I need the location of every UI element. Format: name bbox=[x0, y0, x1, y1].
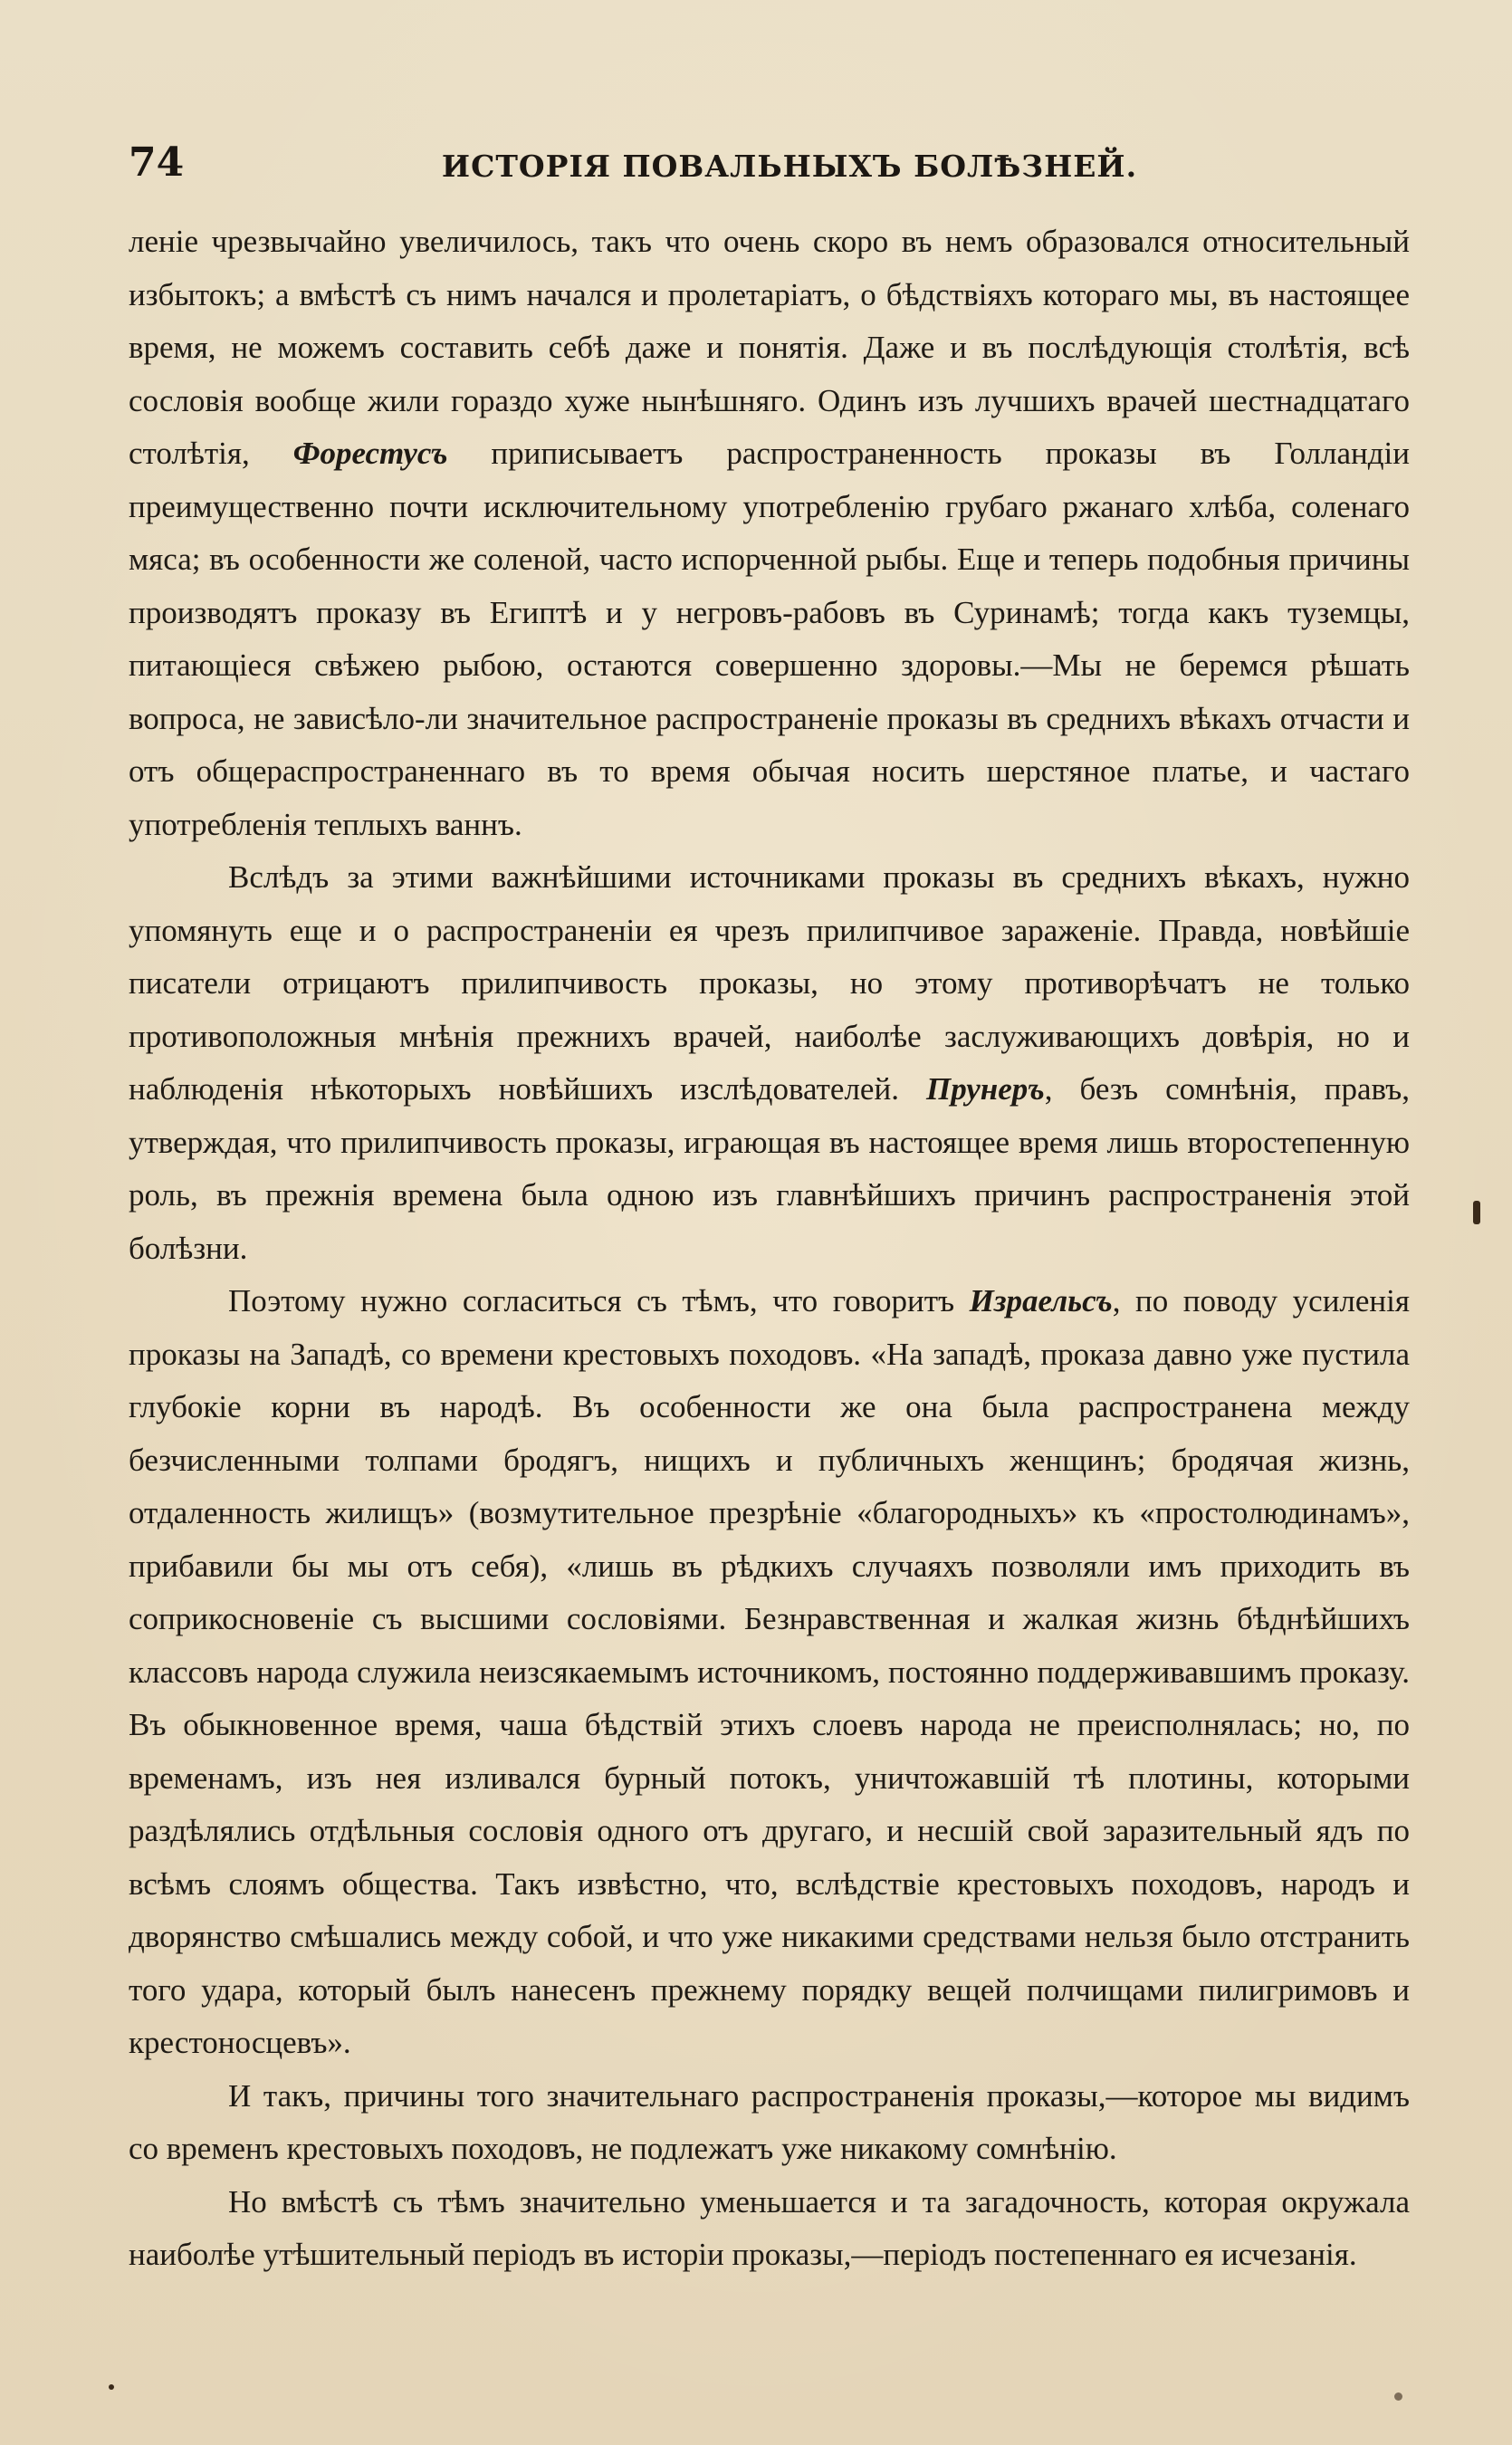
paragraph-text: Поэтому нужно согласиться съ тѣмъ, что говоритъ bbox=[228, 1283, 970, 1318]
paragraph-text: И такъ, причины того значительнаго распространенія проказы,—которое мы видимъ со временъ крестовыхъ походовъ, не подлежатъ уже никакому сомнѣнію. bbox=[129, 2077, 1410, 2166]
page-number: 74 bbox=[129, 139, 185, 186]
author-name: Форестусъ bbox=[292, 436, 448, 471]
paragraph-text: леніе чрезвычайно увеличилось, такъ что очень скоро въ немъ образовался относительный избытокъ; а вмѣстѣ съ нимъ начался и пролетаріатъ, о бѣдствіяхъ котораго мы, въ настоящее время, не можемъ составить себѣ даже и понятія. Даже и въ послѣдующія столѣтія, всѣ сословія вообще жили гораздо хуже нынѣшняго. Одинъ изъ лучшихъ врачей шестнадцатаго столѣтія, bbox=[129, 224, 1410, 471]
ink-speck bbox=[1473, 1201, 1480, 1224]
paragraph-text: Но вмѣстѣ съ тѣмъ значительно уменьшается и та загадочность, которая окружала наиболѣе утѣшительный періодъ въ исторіи проказы,—періодъ постепеннаго ея исчезанія. bbox=[129, 2183, 1410, 2272]
author-name: Прунеръ bbox=[925, 1071, 1045, 1107]
paragraph-text: Вслѣдъ за этими важнѣйшими источниками проказы въ среднихъ вѣкахъ, нужно упомянуть еще и о распространеніи ея чрезъ прилипчивое зараженіе. Правда, новѣйшіе писатели отрицаютъ прилипчивость проказы, но этому противорѣчатъ не только противоположныя мнѣнія прежнихъ врачей, наиболѣе заслуживающихъ довѣрія, но и наблюденія нѣкоторыхъ новѣйшихъ изслѣдователей. bbox=[129, 859, 1410, 1107]
ink-speck bbox=[1394, 2392, 1402, 2401]
paragraph-3 bbox=[129, 1275, 1410, 2070]
body-text bbox=[129, 216, 1410, 2282]
running-title: ИСТОРІЯ ПОВАЛЬНЫХЪ БОЛѢЗНЕЙ. bbox=[441, 149, 1138, 184]
page-header bbox=[129, 136, 1414, 199]
ink-speck bbox=[109, 2384, 114, 2390]
paragraph-5 bbox=[129, 2176, 1410, 2282]
paragraph-1 bbox=[129, 216, 1410, 851]
paragraph-text: , по поводу усиленія проказы на Западѣ, со времени крестовыхъ походовъ. «На западѣ, проказа давно уже пустила глубокіе корни въ народѣ. Въ особенности же она была распространена между безчисленными толпами бродягъ, нищихъ и публичныхъ женщинъ; бродячая жизнь, отдаленность жилищъ» (возмутительное презрѣніе «благородныхъ» къ «простолюдинамъ», прибавили бы мы отъ себя), «лишь въ рѣдкихъ случаяхъ позволяли имъ приходить въ соприкосновеніе съ высшими сословіями. Безнравственная и жалкая жизнь бѣднѣйшихъ классовъ народа служила неизсякаемымъ источникомъ, постоянно поддерживавшимъ проказу. Въ обыкновенное время, чаша бѣдствій этихъ слоевъ народа не преисполнялась; но, по временамъ, изъ нея изливался бурный потокъ, уничтожавшій тѣ плотины, которыми раздѣлялись отдѣльныя сословія одного отъ другаго, и несшій свой заразительный ядъ по всѣмъ слоямъ общества. Такъ извѣстно, что, вслѣдствіе крестовыхъ походовъ, народъ и дворянство смѣшались между собой, и что уже никакими средствами нельзя было отстранить того удара, который былъ нанесенъ прежнему порядку вещей полчищами пилигримовъ и крестоносцевъ». bbox=[129, 1283, 1410, 2060]
paragraph-text: , безъ сомнѣнія, правъ, утверждая, что прилипчивость проказы, играющая въ настоящее время лишь второстепенную роль, въ прежнія времена была одною изъ главнѣйшихъ причинъ распространенія этой болѣзни. bbox=[129, 1071, 1410, 1266]
paragraph-2 bbox=[129, 851, 1410, 1275]
author-name: Израельсъ bbox=[969, 1283, 1113, 1318]
paragraph-4 bbox=[129, 2070, 1410, 2176]
paragraph-text: приписываетъ распространенность проказы въ Голландіи преимущественно почти исключительному употребленію грубаго ржанаго хлѣба, соленаго мяса; въ особенности же соленой, часто испорченной рыбы. Еще и теперь подобныя причины производятъ проказу въ Египтѣ и у негровъ-рабовъ въ Суринамѣ; тогда какъ туземцы, питающіеся свѣжею рыбою, остаются совершенно здоровы.—Мы не беремся рѣшать вопроса, не зависѣло-ли значительное распространеніе проказы въ среднихъ вѣкахъ отчасти и отъ общераспространеннаго въ то время обычая носить шерстяное платье, и частаго употребленія теплыхъ ваннъ. bbox=[129, 436, 1410, 842]
